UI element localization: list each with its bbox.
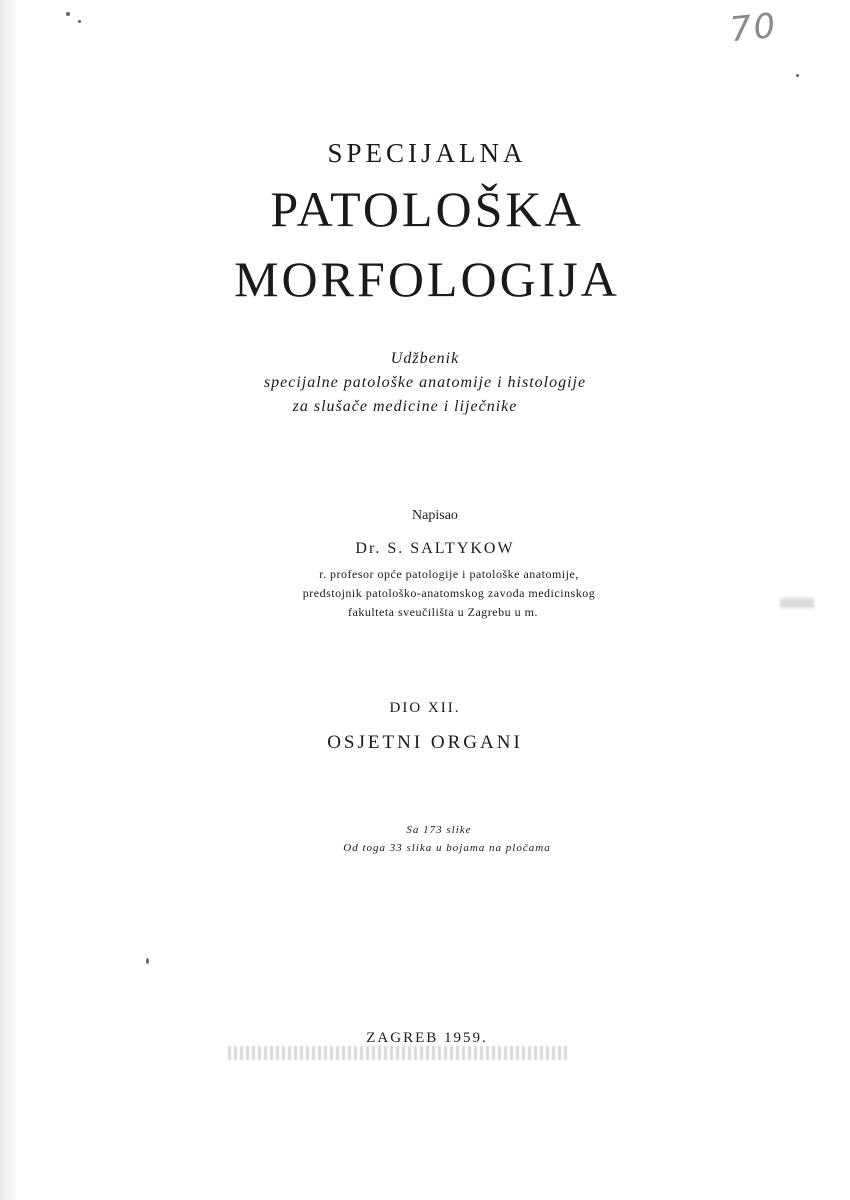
main-title-line-2: MORFOLOGIJA xyxy=(234,251,620,307)
part-name: OSJETNI ORGANI xyxy=(327,732,523,753)
paper-speck xyxy=(796,74,799,77)
figures-count: Sa 173 slike xyxy=(406,824,472,836)
handwritten-note: 70 xyxy=(728,5,780,51)
subtitle-line-3: za slušače medicine i liječnike xyxy=(292,398,518,415)
faded-stamp xyxy=(228,1046,568,1060)
author-name: Dr. S. SALTYKOW xyxy=(355,540,515,557)
main-title-line-1: PATOLOŠKA xyxy=(270,181,584,237)
series-title: SPECIJALNA xyxy=(327,138,527,168)
author-affiliation-line-1: r. profesor opće patologije i patološke anatomije, xyxy=(319,567,579,581)
author-intro: Napisao xyxy=(412,508,458,523)
paper-smudge xyxy=(780,598,814,608)
author-affiliation-line-2: predstojnik patološko-anatomskog zavoda medicinskog xyxy=(302,586,596,600)
part-number: DIO XII. xyxy=(389,700,461,716)
subtitle-line-1: Udžbenik xyxy=(390,350,460,367)
paper-speck xyxy=(146,958,149,964)
paper-speck xyxy=(66,12,70,16)
figures-color-plates: Od toga 33 slika u bojama na pločama xyxy=(343,842,551,854)
author-affiliation-line-3: fakulteta sveučilišta u Zagrebu u m. xyxy=(348,605,538,619)
subtitle-line-2: specijalne patološke anatomije i histologije xyxy=(263,374,587,391)
imprint: ZAGREB 1959. xyxy=(366,1030,488,1046)
paper-speck xyxy=(78,20,81,23)
